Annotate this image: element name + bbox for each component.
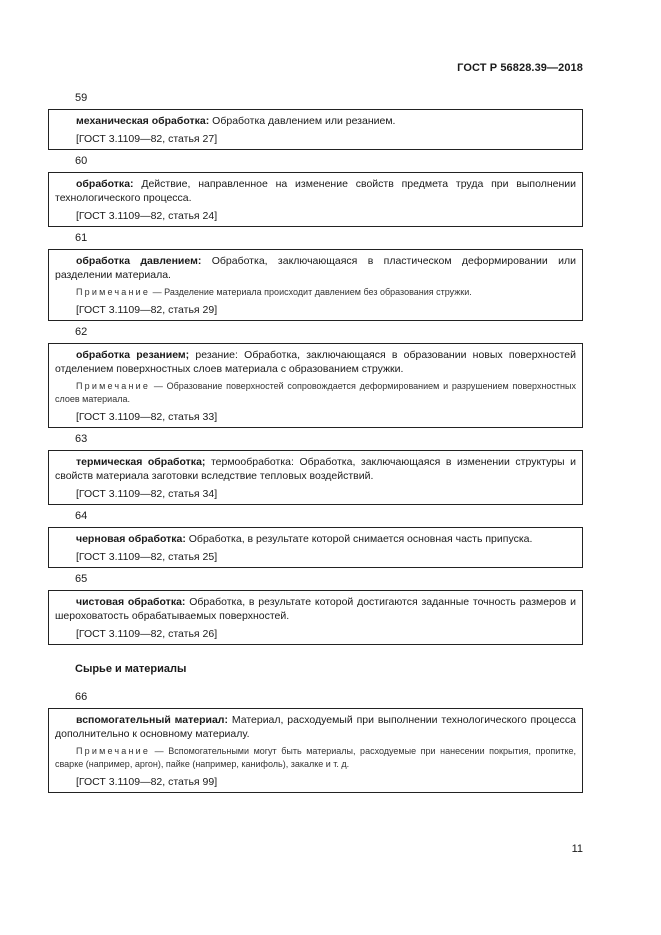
term-synonym: резание: [195, 349, 238, 361]
term-definition [55, 348, 576, 376]
note-label: Примечание [76, 746, 151, 756]
term-name: механическая обработка: [76, 115, 210, 127]
definition-text: Обработка давлением или резанием. [212, 115, 396, 127]
entry-number: 62 [75, 326, 88, 338]
term-definition [55, 595, 576, 623]
term-definition [55, 177, 576, 205]
definition-text: Действие, направленное на изменение свойств предмета труда при выполнении технологического процесса. [55, 178, 576, 204]
term-definition [55, 114, 576, 128]
note-label: Примечание [76, 287, 151, 297]
term-definition [55, 455, 576, 483]
section-title: Сырье и материалы [75, 663, 187, 675]
source-reference: [ГОСТ 3.1109—82, статья 29] [76, 304, 218, 316]
definition-text: Обработка, в результате которой снимается основная часть припуска. [188, 533, 533, 545]
note-text: Вспомогательными могут быть материалы, расходуемые при нанесении покрытия, пропитке, сварке (например, аргон), пайке (например, канифоль), закалке и т. д. [55, 746, 576, 769]
term-definition [55, 713, 576, 741]
term-definition [55, 532, 576, 546]
term-name: чистовая обработка: [76, 596, 186, 608]
definition-text: Обработка, заключающаяся в изменении структуры и свойств материала заготовки вследствие тепловых воздействий. [55, 456, 577, 482]
note-label: Примечание [76, 381, 151, 391]
term-note [55, 380, 576, 406]
page-number: 11 [571, 843, 583, 855]
term-name: термическая обработка; [76, 456, 206, 468]
term-entry [48, 527, 583, 568]
entry-number: 60 [75, 155, 88, 167]
source-reference: [ГОСТ 3.1109—82, статья 33] [76, 411, 218, 423]
term-entry [48, 172, 583, 227]
terms-content [48, 90, 583, 796]
entry-number: 65 [75, 573, 88, 585]
source-reference: [ГОСТ 3.1109—82, статья 27] [76, 133, 218, 145]
term-note [55, 745, 576, 771]
note-text: Образование поверхностей сопровождается деформированием и разрушением поверхностных слоев материала. [55, 381, 576, 404]
entry-number: 63 [75, 433, 88, 445]
term-entry [48, 249, 583, 321]
note-text: Разделение материала происходит давлением без образования стружки. [164, 287, 472, 297]
entry-number: 61 [75, 232, 88, 244]
document-header: ГОСТ Р 56828.39—2018 [457, 62, 583, 74]
definition-text: Обработка, заключающаяся в пластическом деформировании или разделении материала. [55, 255, 576, 281]
definition-text: Обработка, заключающаяся в образовании новых поверхностей отделением поверхностных слоев материала с образованием стружки. [55, 349, 576, 375]
term-name: обработка: [76, 178, 134, 190]
note-dash: — [150, 287, 165, 297]
source-reference: [ГОСТ 3.1109—82, статья 24] [76, 210, 218, 222]
terms-list-materials [48, 689, 583, 793]
term-synonym: термообработка: [210, 456, 294, 468]
entry-number: 66 [75, 691, 88, 703]
source-reference: [ГОСТ 3.1109—82, статья 25] [76, 551, 218, 563]
note-dash: — [150, 381, 167, 391]
source-reference: [ГОСТ 3.1109—82, статья 34] [76, 488, 218, 500]
term-note [55, 286, 576, 299]
definition-text: Материал, расходуемый при выполнении технологического процесса дополнительно к основному материалу. [55, 714, 576, 740]
note-dash: — [150, 746, 169, 756]
source-reference: [ГОСТ 3.1109—82, статья 26] [76, 628, 218, 640]
term-name: черновая обработка: [76, 533, 186, 545]
term-name: вспомогательный материал: [76, 714, 228, 726]
entry-number: 59 [75, 92, 88, 104]
term-entry [48, 450, 583, 505]
term-entry [48, 109, 583, 150]
term-entry [48, 590, 583, 645]
term-definition [55, 254, 576, 282]
entry-number: 64 [75, 510, 88, 522]
term-name: обработка давлением: [76, 255, 202, 267]
terms-list [48, 90, 583, 645]
definition-text: Обработка, в результате которой достигаются заданные точность размеров и шероховатость обрабатываемых поверхностей. [55, 596, 576, 622]
term-entry [48, 708, 583, 793]
source-reference: [ГОСТ 3.1109—82, статья 99] [76, 776, 218, 788]
term-entry [48, 343, 583, 428]
term-name: обработка резанием; [76, 349, 190, 361]
